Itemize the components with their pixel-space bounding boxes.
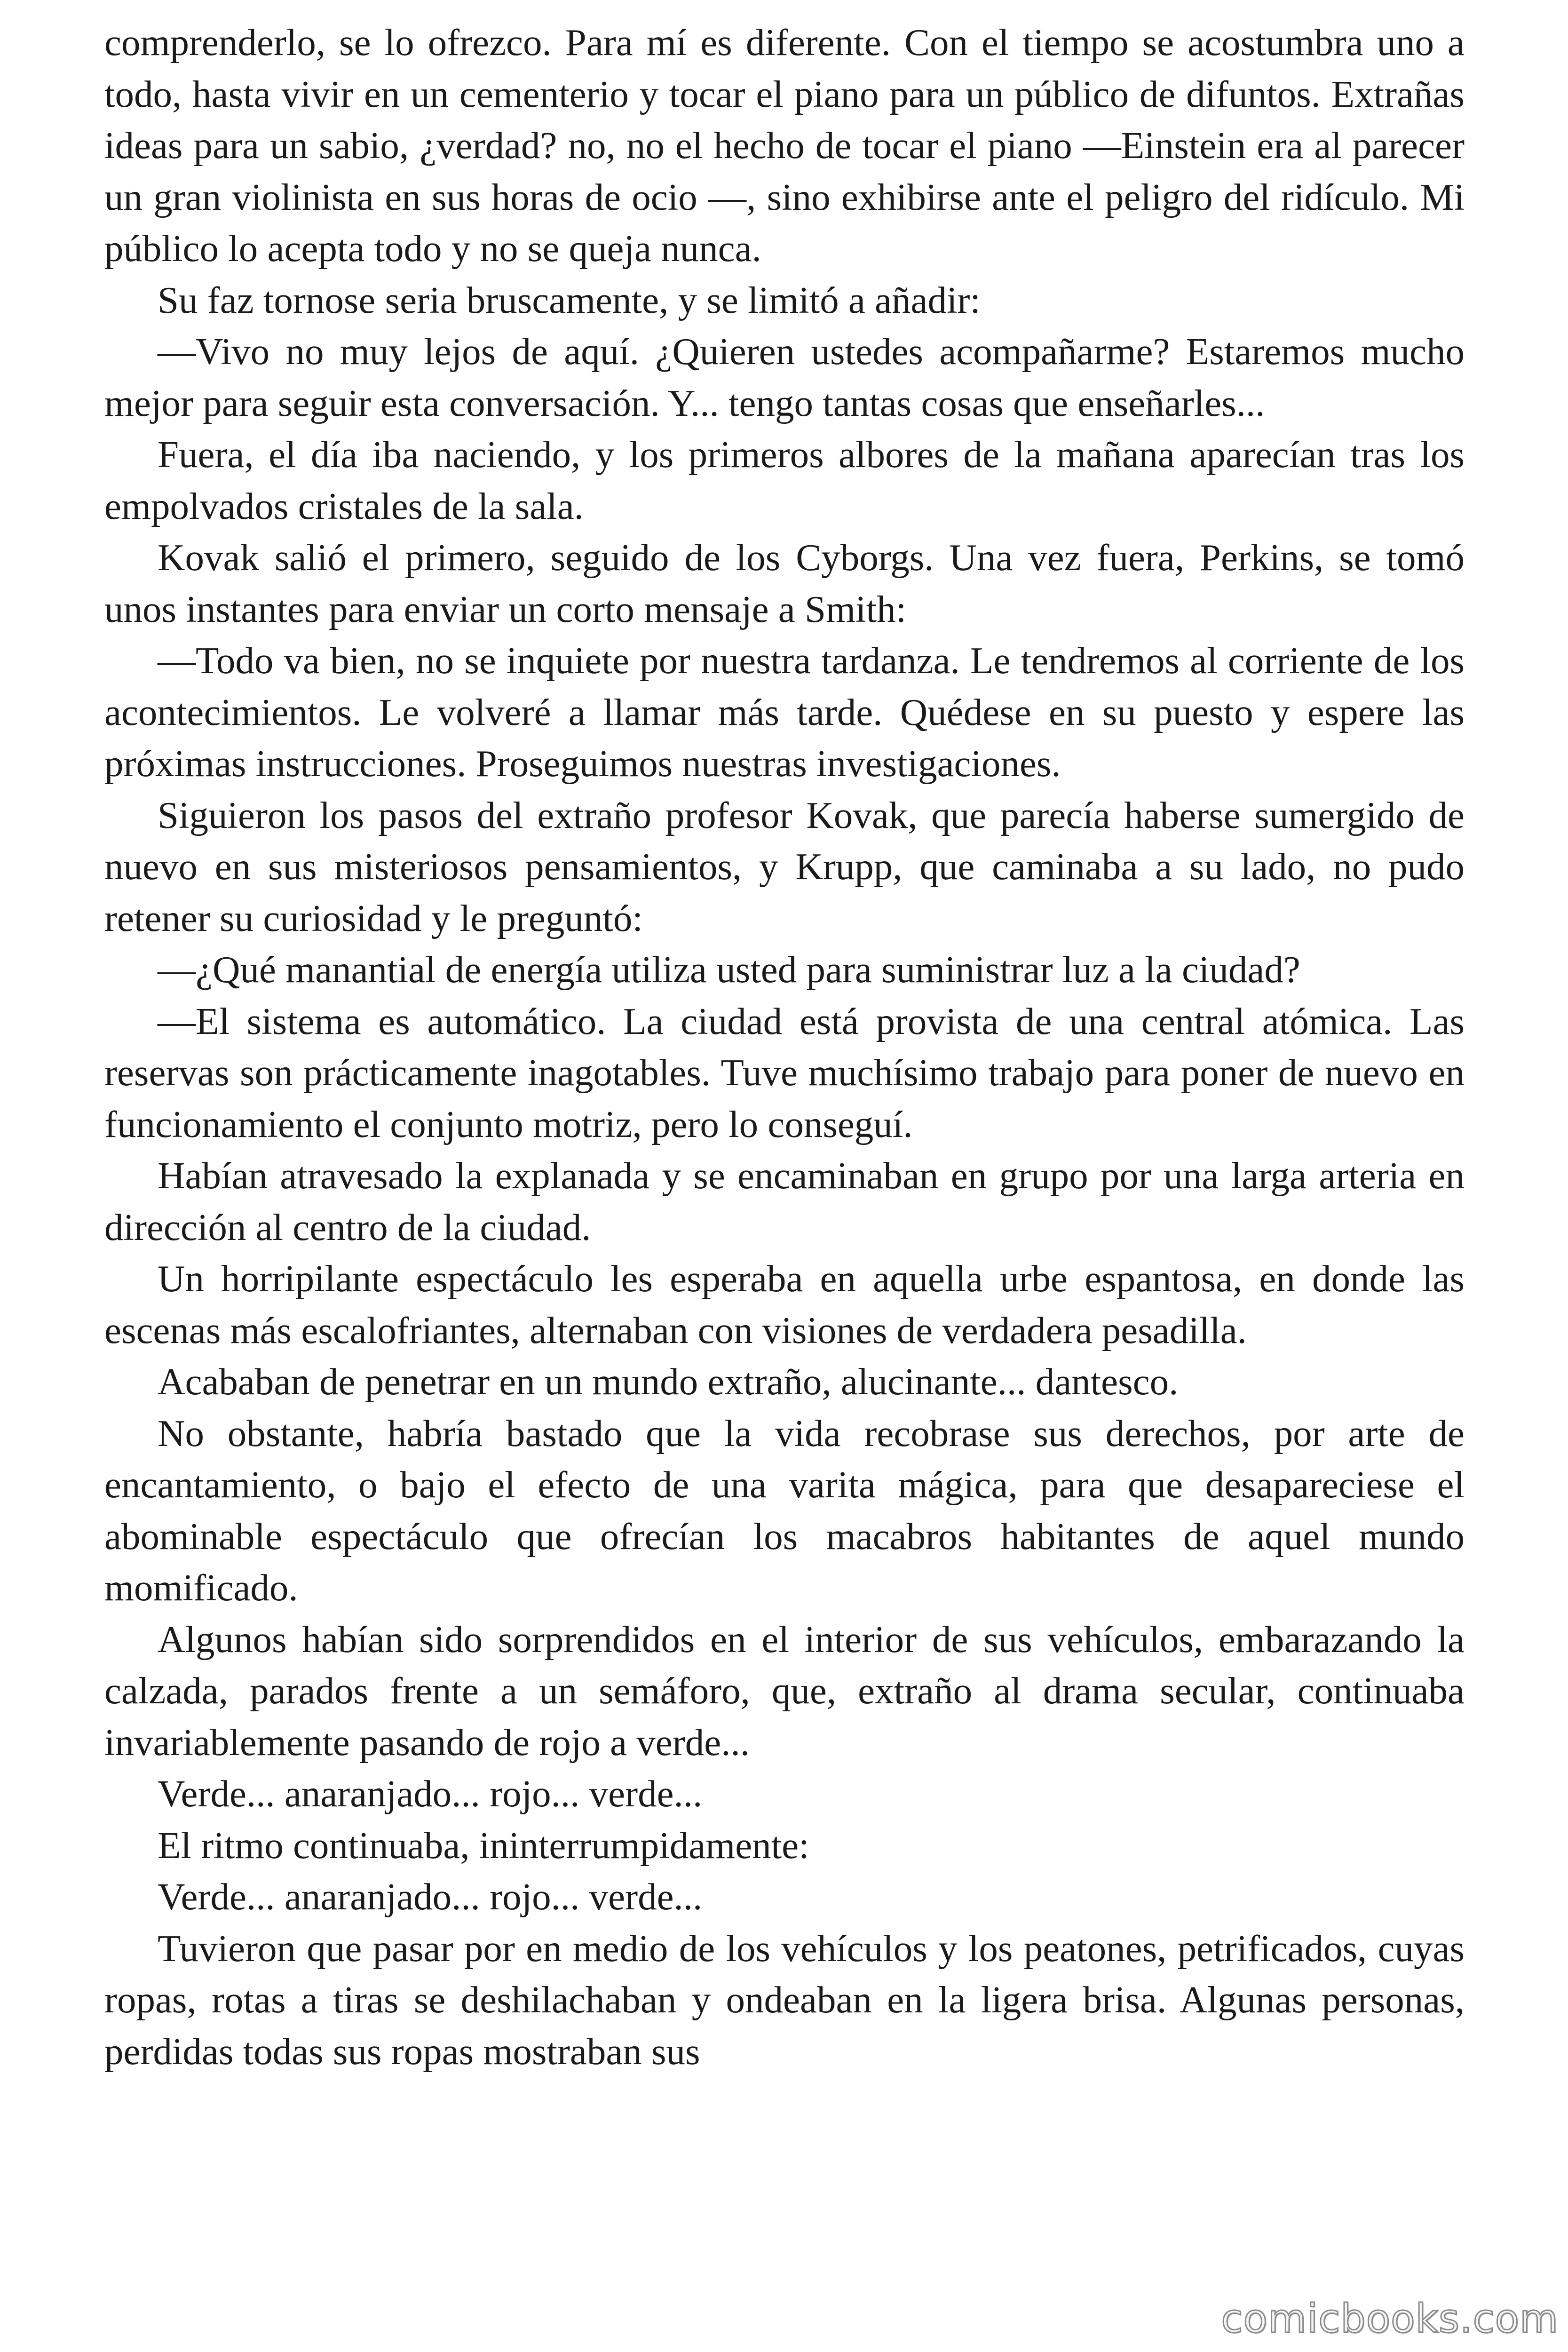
watermark: comicbooks.com (1221, 2296, 1559, 2342)
paragraph: —El sistema es automático. La ciudad está provista de una central atómica. Las reservas son prácticamente inagotables. Tuve muchísimo trabajo para poner de nuevo en funcionamiento el conjunto motriz, pero lo conseguí. (104, 1000, 1465, 1145)
paragraph: El ritmo continuaba, ininterrumpidamente: (158, 1824, 809, 1867)
paragraph: Verde... anaranjado... rojo... verde... (158, 1875, 703, 1918)
paragraph: —Vivo no muy lejos de aquí. ¿Quieren ustedes acompañarme? Estaremos mucho mejor para seguir esta conversación. Y... tengo tantas cosas que enseñarles... (104, 330, 1465, 424)
paragraph: Habían atravesado la explanada y se encaminaban en grupo por una larga arteria en dirección al centro de la ciudad. (104, 1154, 1465, 1248)
paragraph: Kovak salió el primero, seguido de los Cyborgs. Una vez fuera, Perkins, se tomó unos instantes para enviar un corto mensaje a Smith: (104, 536, 1465, 630)
paragraph: Siguieron los pasos del extraño profesor Kovak, que parecía haberse sumergido de nuevo en sus misteriosos pensamientos, y Krupp, que caminaba a su lado, no pudo retener su curiosidad y le preguntó: (104, 794, 1465, 939)
paragraph: —¿Qué manantial de energía utiliza usted para suministrar luz a la ciudad? (158, 948, 1300, 991)
paragraph: Algunos habían sido sorprendidos en el interior de sus vehículos, embarazando la calzada, parados frente a un semáforo, que, extraño al drama secular, continuaba invariablemente pasando de rojo a verde... (104, 1618, 1465, 1764)
paragraph: Verde... anaranjado... rojo... verde... (158, 1772, 703, 1815)
paragraph: Tuvieron que pasar por en medio de los vehículos y los peatones, petrificados, cuyas ropas, rotas a tiras se deshilachaban y ondeaban en la ligera brisa. Algunas personas, perdidas todas sus ropas mostraban sus (104, 1927, 1465, 2073)
paragraph: comprenderlo, se lo ofrezco. Para mí es diferente. Con el tiempo se acostumbra uno a todo, hasta vivir en un cementerio y tocar el piano para un público de difuntos. Extrañas ideas para un sabio, ¿verdad? no, no el hecho de tocar el piano —Einstein era al parecer un gran violinista en sus horas de ocio —, sino exhibirse ante el peligro del ridículo. Mi público lo acepta todo y no se queja nunca. (104, 21, 1465, 270)
paragraph: No obstante, habría bastado que la vida recobrase sus derechos, por arte de encantamiento, o bajo el efecto de una varita mágica, para que desapareciese el abominable espectáculo que ofrecían los macabros habitantes de aquel mundo momificado. (104, 1412, 1465, 1609)
book-page-text (104, 17, 1465, 2077)
paragraph: —Todo va bien, no se inquiete por nuestra tardanza. Le tendremos al corriente de los acontecimientos. Le volveré a llamar más tarde. Quédese en su puesto y espere las próximas instrucciones. Proseguimos nuestras investigaciones. (104, 639, 1465, 785)
paragraph: Fuera, el día iba naciendo, y los primeros albores de la mañana aparecían tras los empolvados cristales de la sala. (104, 433, 1465, 527)
paragraph: Un horripilante espectáculo les esperaba en aquella urbe espantosa, en donde las escenas más escalofriantes, alternaban con visiones de verdadera pesadilla. (104, 1257, 1465, 1351)
paragraph: Acababan de penetrar en un mundo extraño, alucinante... dantesco. (158, 1360, 1179, 1403)
paragraph: Su faz tornose seria bruscamente, y se limitó a añadir: (158, 278, 981, 321)
